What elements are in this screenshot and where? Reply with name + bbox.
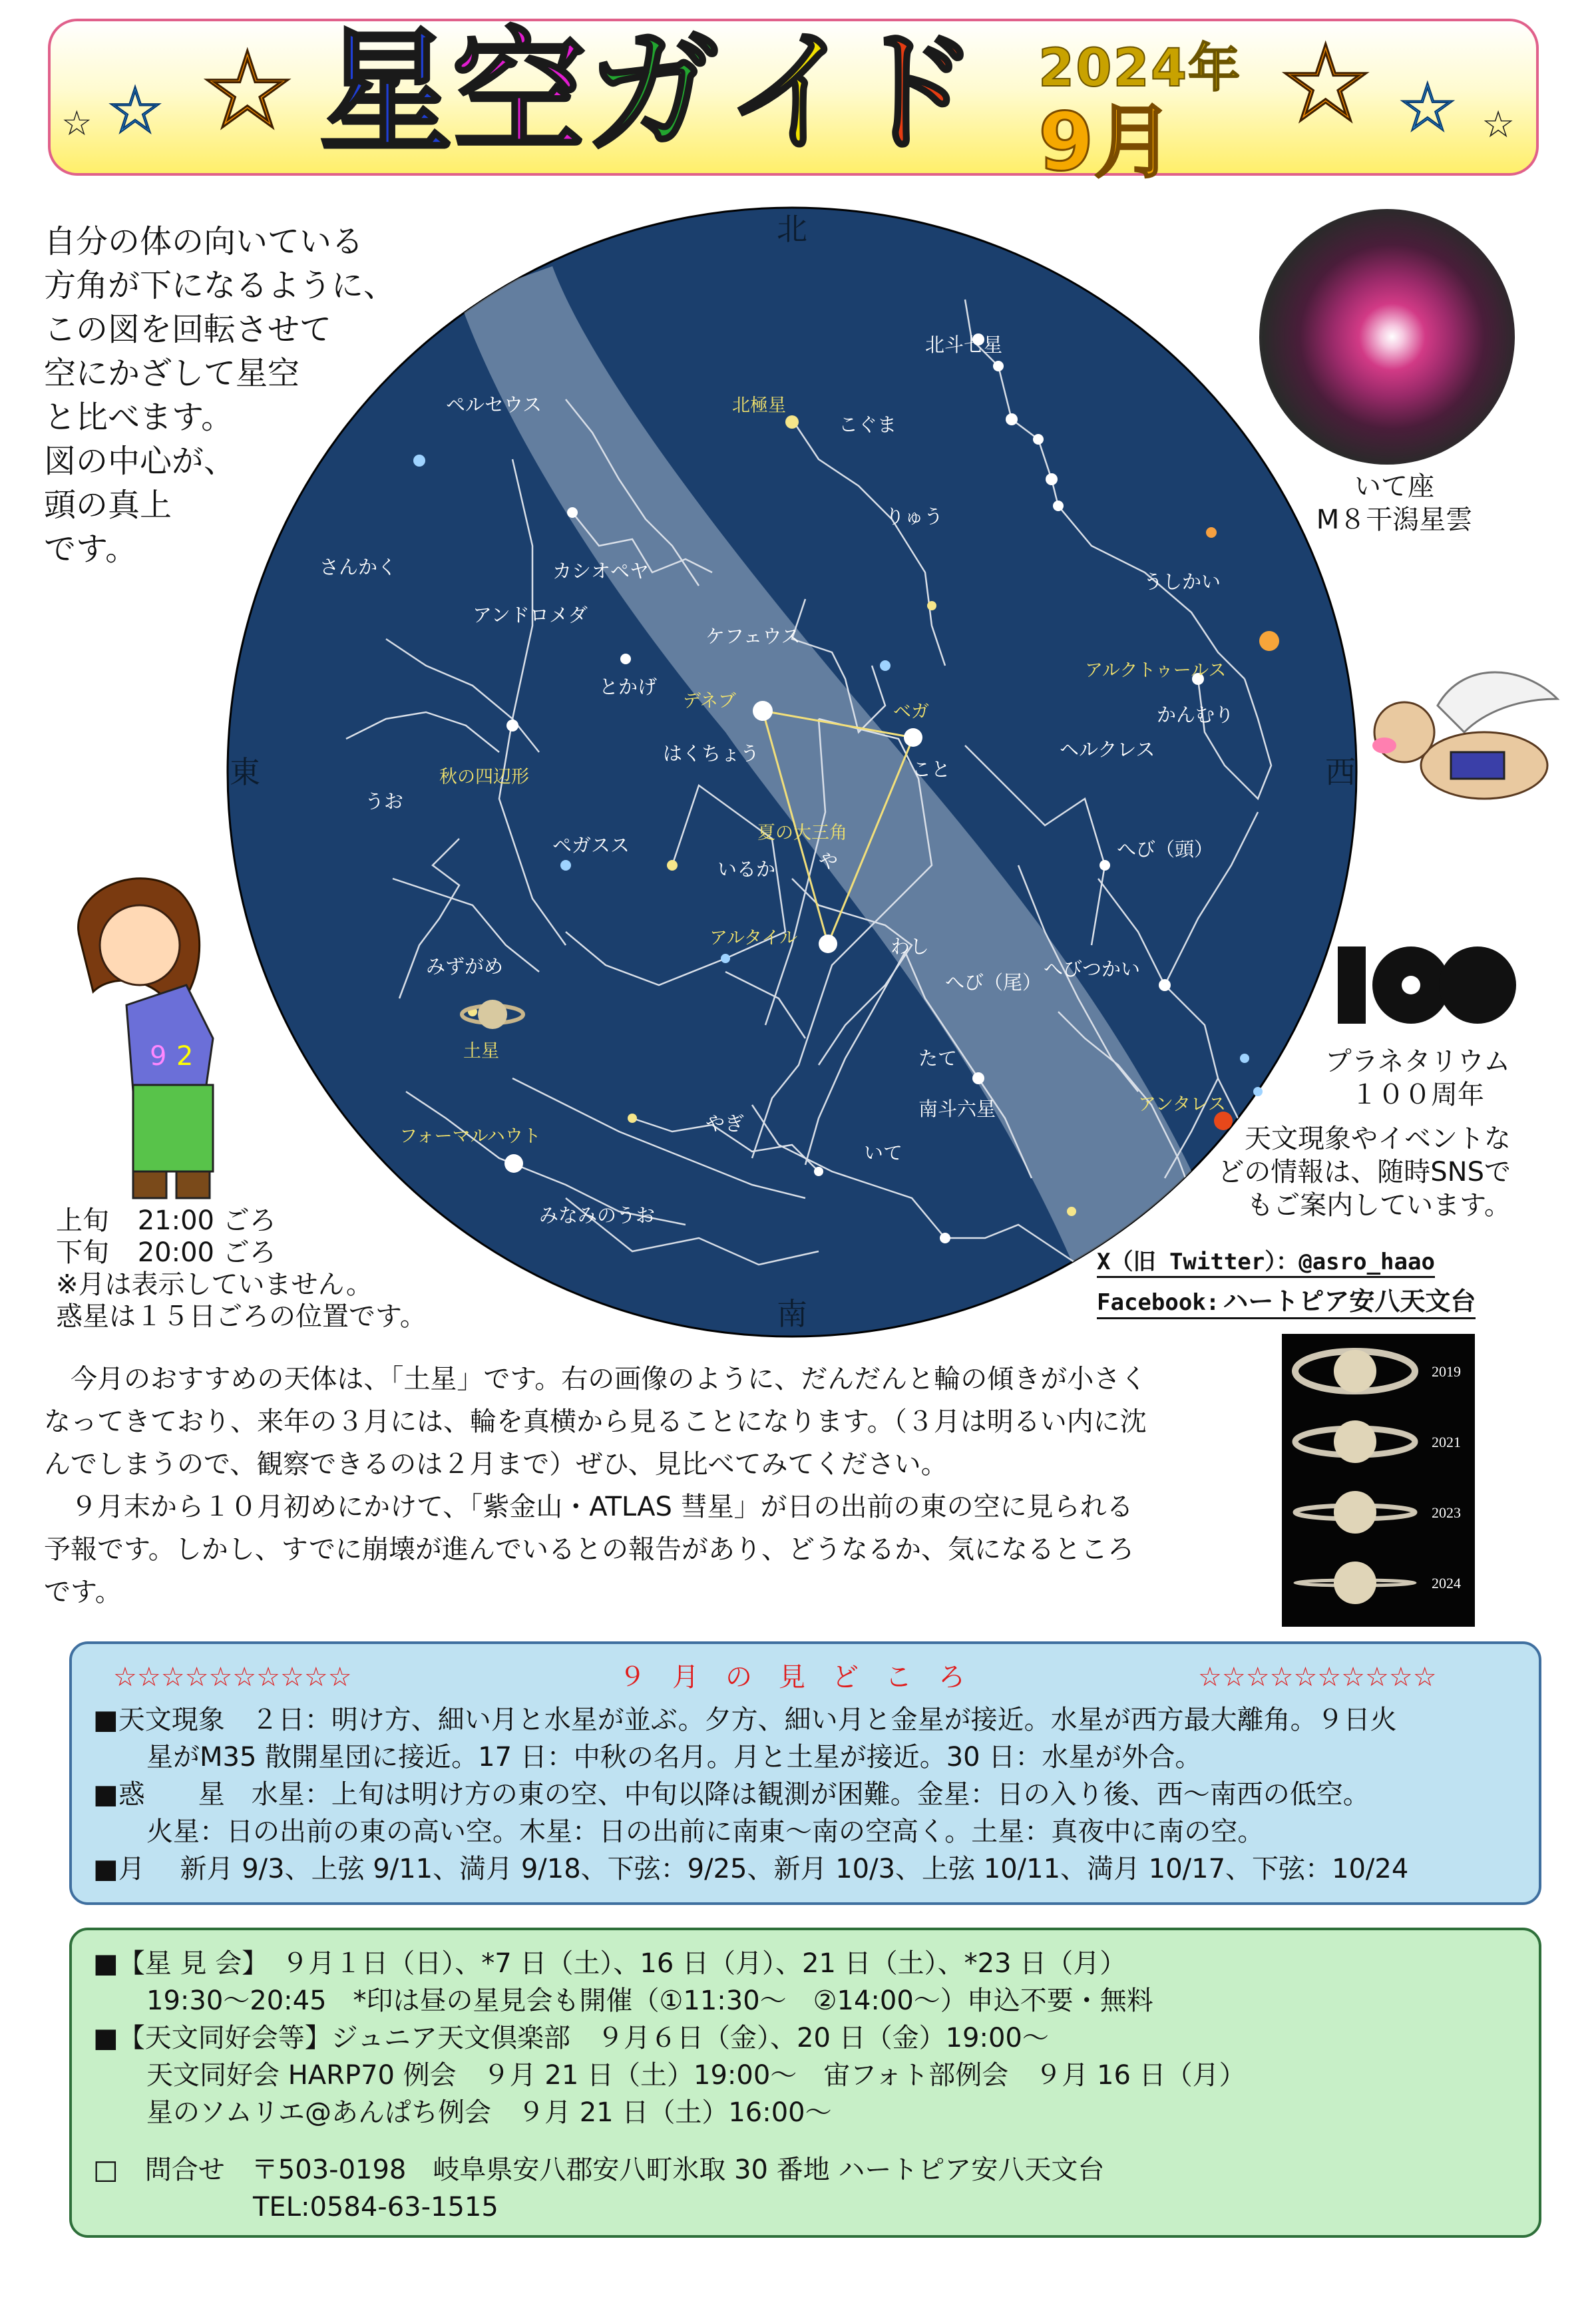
small-star-icon: ☆	[1482, 103, 1515, 146]
highlight-line: 星がM35 散開星団に接近。17 日：中秋の名月。月と土星が接近。30 日：水星が外合。	[93, 1742, 1202, 1773]
constellation-label-hebi_tail: へび（尾）	[945, 971, 1042, 994]
time-late-row	[56, 1237, 427, 1269]
intro-line: 空にかざして星空	[44, 355, 300, 392]
constellation-label-pegasus: ペガスス	[552, 834, 630, 857]
time-early-label: 上旬	[56, 1205, 109, 1236]
title-char-5: ド	[845, 15, 979, 170]
highlight-line: ■月 新月 9/3、上弦 9/11、満月 9/18、下弦：9/25、新月 10/3、上弦 10/11、満月 10/17、下弦：10/24	[93, 1854, 1409, 1884]
small-star-icon: ☆	[61, 104, 93, 144]
title-char-2: 空	[453, 15, 586, 170]
highlight-line: 火星：日の出前の東の高い空。木星：日の出前に南東～南の空高く。土星：真夜中に南の空。	[93, 1816, 1265, 1847]
constellation-label-hebitsukai: へびつかい	[1044, 958, 1141, 980]
note-planets: 惑星は１５日ごろの位置です。	[56, 1301, 427, 1332]
constellation-label-summer_triangle: 夏の大三角	[757, 823, 847, 843]
constellation-label-iruka: いるか	[717, 858, 776, 881]
constellation-label-washi: わし	[891, 935, 930, 958]
planetarium-caption-line1: プラネタリウム	[1324, 1046, 1511, 1077]
event-line: 星のソムリエ@あんぱち例会 ９月 21 日（土）16:00～	[93, 2097, 832, 2128]
highlights-stars-left: ☆☆☆☆☆☆☆☆☆☆	[113, 1662, 352, 1693]
time-early-row	[56, 1205, 427, 1237]
constellation-label-kanmuri: かんむり	[1157, 704, 1235, 726]
constellation-label-fomalhaut: フォーマルハウト	[399, 1126, 541, 1147]
constellation-label-perseus: ペルセウス	[446, 393, 542, 416]
saturn-year: 2023	[1432, 1504, 1461, 1521]
constellation-label-ite: いて	[864, 1142, 903, 1164]
direction-west: 西	[1325, 754, 1356, 790]
saturn-year: 2021	[1432, 1434, 1461, 1450]
body-line: 今月のおすすめの天体は、「土星」です。右の画像のように、だんだんと輪の傾きが小さく	[44, 1364, 1147, 1394]
planetarium-caption-line2: １００周年	[1351, 1080, 1484, 1110]
sns-line1: 天文現象やイベントな	[1245, 1124, 1511, 1154]
body-line: んでしまうので、観察できるのは２月まで）ぜひ、見比べてみてください。	[44, 1449, 948, 1480]
blue-star-icon: ☆	[1398, 69, 1458, 146]
time-late-value: 20:00 ごろ	[137, 1237, 276, 1268]
body-line: です。	[44, 1577, 122, 1607]
planetarium-100-logo	[1331, 939, 1517, 1032]
direction-north: 北	[777, 211, 807, 247]
sns-line2: どの情報は、随時SNSで	[1217, 1157, 1511, 1187]
month-label: 9月	[1038, 97, 1174, 189]
constellation-label-vega: ベガ	[893, 702, 929, 722]
constellation-label-yagi: やぎ	[705, 1112, 745, 1135]
star-map	[220, 200, 1364, 1345]
m8-caption-line2: M８干潟星雲	[1316, 505, 1473, 535]
constellation-label-hercules: ヘルクレス	[1060, 738, 1155, 761]
constellation-label-uo: うお	[365, 790, 404, 813]
highlight-line: ■惑 星 水星：上旬は明け方の東の空、中旬以降は観測が困難。金星：日の入り後、西～南西の低空。	[93, 1779, 1370, 1810]
saturn-comparison-photo	[1282, 1334, 1475, 1627]
observation-times	[56, 1205, 427, 1333]
highlights-stars-right: ☆☆☆☆☆☆☆☆☆☆	[1198, 1662, 1437, 1693]
sns-line3: もご案内しています。	[1247, 1190, 1511, 1221]
time-early-value: 21:00 ごろ	[137, 1205, 276, 1236]
contact-address: □ 問合せ 〒503-0198 岐阜県安八郡安八町氷取 30 番地 ハートピア安八天文台	[93, 2155, 1105, 2185]
intro-line: です。	[44, 530, 138, 568]
girl-illustration	[40, 865, 246, 1211]
constellation-label-nanto: 南斗六星	[918, 1098, 996, 1120]
constellation-label-hakucho: はくちょう	[663, 742, 760, 765]
note-moon: ※月は表示していません。	[56, 1269, 373, 1300]
constellation-label-tokage: とかげ	[599, 676, 658, 698]
intro-line: 方角が下になるように、	[44, 267, 396, 304]
intro-line: 自分の体の向いている	[44, 223, 364, 260]
constellation-label-minaminouo: みなみのうお	[539, 1204, 656, 1227]
event-line: 天文同好会 HARP70 例会 ９月 21 日（土）19:00～ 宙フォト部例会 ９月 16 日（月）	[93, 2060, 1246, 2091]
svg-text:9: 9	[150, 1041, 167, 1072]
constellation-label-mizugame: みずがめ	[426, 955, 504, 978]
facebook-label: Facebook:	[1097, 1289, 1220, 1316]
event-line: ■【天文同好会等】ジュニア天文倶楽部 ９月６日（金）、20 日（金）19:00～	[93, 2023, 1049, 2053]
title-char-4: イ	[725, 15, 859, 170]
constellation-label-saturn: 土星	[463, 1041, 499, 1062]
constellation-label-ryu: りゅう	[885, 505, 944, 528]
constellation-label-arcturus: アルクトゥールス	[1085, 660, 1227, 681]
x-account[interactable]: X（旧 Twitter）：@asro_haao	[1097, 1243, 1435, 1278]
constellation-label-antares: アンタレス	[1138, 1094, 1227, 1115]
intro-line: 頭の真上	[44, 487, 172, 524]
body-line: ９月末から１０月初めにかけて、「紫金山・ATLAS 彗星」が日の出前の東の空に見られる	[44, 1492, 1133, 1522]
intro-line: この図を回転させて	[44, 311, 332, 348]
constellation-label-hebi_head: へび（頭）	[1117, 838, 1214, 861]
title-char-3: ガ	[586, 15, 719, 170]
title-char-1: 星	[319, 15, 453, 170]
event-line: ■【星 見 会】 ９月１日（日）、*7 日（土）、16 日（月）、21 日（土）、*23 日（月）	[93, 1948, 1127, 1979]
constellation-label-ushikai: うしかい	[1143, 570, 1221, 593]
constellation-label-ya: や	[819, 850, 839, 873]
planetarium-caption	[1318, 1045, 1517, 1112]
recommendation-text	[44, 1358, 1269, 1613]
logo-graphic	[1331, 939, 1517, 1032]
constellation-label-deneb: デネブ	[683, 691, 736, 712]
blue-star-icon: ☆	[106, 73, 164, 148]
body-line: なってきており、来年の３月には、輪を真横から見ることになります。（３月は明るい内に沈	[44, 1406, 1147, 1437]
year-label: 2024年	[1038, 39, 1242, 99]
highlights-title: ９ 月 の 見 ど こ ろ	[619, 1662, 965, 1693]
constellation-label-autumn_square: 秋の四辺形	[439, 767, 529, 787]
constellation-label-cepheus: ケフェウス	[705, 625, 801, 648]
constellation-label-cassiopeia: カシオペヤ	[552, 560, 650, 582]
saturn-year: 2019	[1432, 1363, 1461, 1380]
constellation-label-andromeda: アンドロメダ	[473, 604, 588, 626]
intro-line: 図の中心が、	[44, 443, 236, 480]
constellation-label-altair: アルタイル	[709, 928, 798, 948]
body-line: 予報です。しかし、すでに崩壊が進んでいるとの報告があり、どうなるか、気になるところ	[44, 1534, 1134, 1565]
winged-dog-illustration	[1351, 659, 1571, 832]
direction-south: 南	[777, 1296, 807, 1332]
intro-line: と比べます。	[44, 399, 234, 436]
facebook-name: ハートピア安八天文台	[1223, 1287, 1476, 1316]
m8-caption-line1: いて座	[1354, 471, 1434, 502]
facebook-account[interactable]	[1097, 1281, 1476, 1319]
highlight-line: ■天文現象 ２日：明け方、細い月と水星が並ぶ。夕方、細い月と金星が接近。水星が西方最大離角。９日火	[93, 1705, 1397, 1735]
time-late-label: 下旬	[56, 1237, 109, 1268]
constellation-label-sankaku: さんかく	[319, 556, 397, 578]
constellation-label-koto: こと	[912, 758, 951, 781]
sns-info	[1211, 1122, 1511, 1222]
direction-east: 東	[230, 754, 260, 790]
saturn-year: 2024	[1432, 1575, 1461, 1591]
constellation-label-hokuto: 北斗七星	[925, 333, 1003, 356]
svg-text:2: 2	[176, 1041, 194, 1072]
constellation-label-kogumaza: こぐま	[839, 413, 897, 436]
contact-phone[interactable]: TEL:0584-63-1515	[93, 2192, 499, 2222]
constellation-label-tate: たて	[918, 1047, 958, 1070]
event-line: 19:30～20:45 *印は昼の星見会も開催（①11:30～ ②14:00～）申込不要・無料	[93, 1986, 1153, 2016]
orange-star-icon: ☆	[200, 28, 296, 152]
orange-star-icon: ☆	[1278, 21, 1374, 146]
constellation-label-polaris: 北極星	[732, 395, 786, 416]
